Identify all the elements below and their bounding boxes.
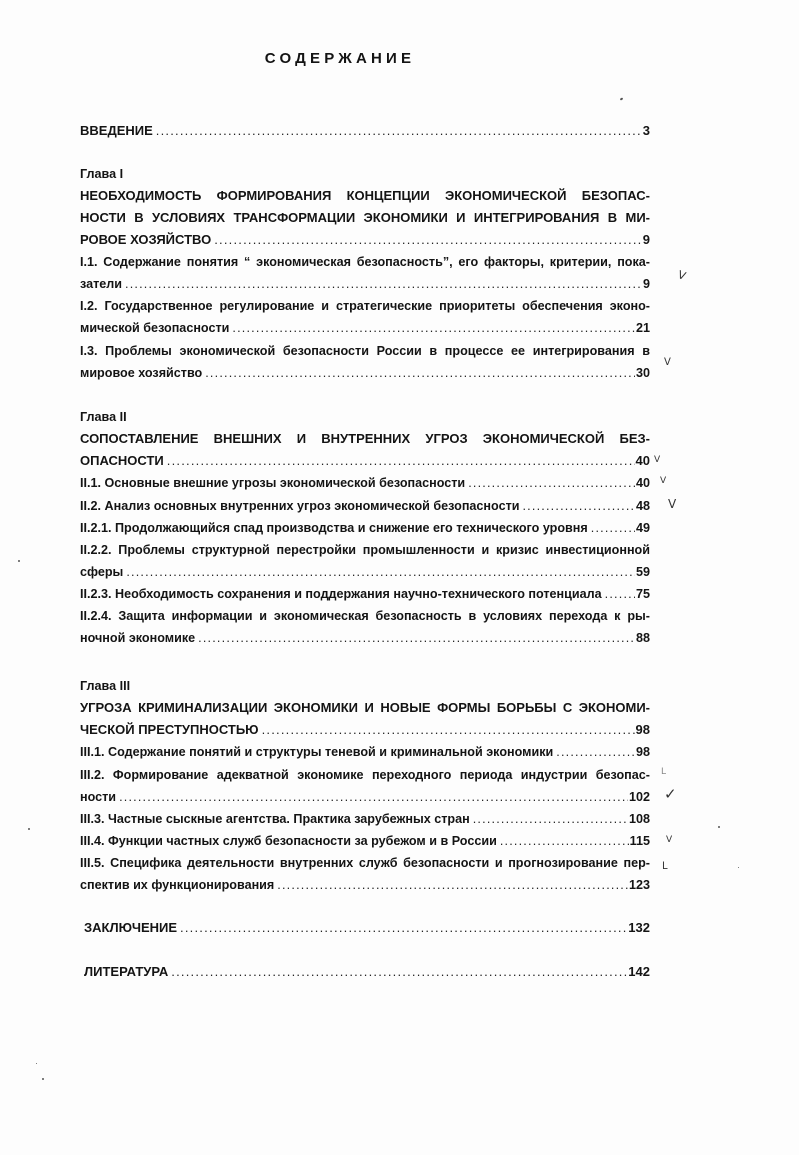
dot-leader <box>171 962 627 982</box>
dot-leader <box>500 831 629 851</box>
toc-page-number: 132 <box>628 920 650 935</box>
dot-leader <box>180 918 627 938</box>
dot-leader <box>167 451 635 471</box>
toc-entry-section-2-2-4[interactable] <box>80 628 650 648</box>
handwritten-tick-icon: ᐯ <box>676 268 688 283</box>
toc-page-number: 123 <box>628 878 650 892</box>
toc-entry-text: II.2.3. Необходимость сохранения и поддержания научно-технического потенциала <box>80 587 602 601</box>
toc-entry-text: РОВОЕ ХОЗЯЙСТВО <box>80 232 212 247</box>
toc-entry-introduction[interactable] <box>80 121 650 141</box>
toc-entry-text: III.4. Функции частных служб безопасности за рубежом и в России <box>80 834 497 848</box>
chapter-2-heading-line: СОПОСТАВЛЕНИЕ ВНЕШНИХ И ВНУТРЕННИХ УГРОЗ ЭКОНОМИЧЕСКОЙ БЕЗ- <box>80 431 650 446</box>
toc-entry-text: II.1. Основные внешние угрозы экономической безопасности <box>80 476 466 490</box>
section-2-2-4-line: II.2.4. Защита информации и экономическая безопасность в условиях перехода к ры- <box>80 609 650 623</box>
toc-entry-text: II.2. Анализ основных внутренних угроз экономической безопасности <box>80 499 520 513</box>
toc-entry-section-2-2-3[interactable] <box>80 584 650 604</box>
toc-entry-text: сферы <box>80 565 124 579</box>
toc-entry-section-3-5[interactable] <box>80 875 650 895</box>
handwritten-tick-icon: ᐯ <box>660 476 667 486</box>
toc-entry-text: ЗАКЛЮЧЕНИЕ <box>84 920 178 935</box>
toc-entry-chapter-1[interactable] <box>80 230 650 250</box>
toc-entry-text: ВВЕДЕНИЕ <box>80 123 153 138</box>
scan-speck <box>28 828 30 830</box>
toc-entry-section-1-1[interactable] <box>80 274 650 294</box>
dot-leader <box>473 809 628 829</box>
toc-entry-text: спектив их функционирования <box>80 878 275 892</box>
toc-entry-text: III.1. Содержание понятий и структуры теневой и криминальной экономики <box>80 745 554 759</box>
section-1-1-line: I.1. Содержание понятия “ экономическая безопасность”, его факторы, критерии, пока- <box>80 255 650 269</box>
chapter-2-label: Глава II <box>80 410 127 424</box>
page-title: СОДЕРЖАНИЕ <box>264 50 416 67</box>
scan-speck <box>18 560 20 562</box>
toc-entry-section-3-2[interactable] <box>80 787 650 807</box>
toc-page-number: 59 <box>635 565 650 579</box>
handwritten-hook-icon: ᒪ <box>661 767 667 777</box>
toc-entry-section-2-1[interactable] <box>80 473 650 493</box>
handwritten-hook-icon: ᒪ <box>662 861 668 872</box>
chapter-1-heading-line: НЕОБХОДИМОСТЬ ФОРМИРОВАНИЯ КОНЦЕПЦИИ ЭКОНОМИЧЕСКОЙ БЕЗОПАС- <box>80 188 650 203</box>
scan-speck <box>36 1063 37 1064</box>
toc-page-number: 9 <box>642 277 650 291</box>
toc-entry-text: II.2.1. Продолжающийся спад производства и снижение его технического уровня <box>80 521 588 535</box>
toc-entry-section-2-2-1[interactable] <box>80 518 650 538</box>
dot-leader <box>126 562 635 582</box>
dot-leader <box>214 230 642 250</box>
toc-entry-section-1-2[interactable] <box>80 318 650 338</box>
chapter-1-label: Глава I <box>80 167 124 181</box>
section-3-2-line: III.2. Формирование адекватной экономике переходного периода индустрии безопас- <box>80 768 650 782</box>
toc-page-number: 9 <box>642 232 650 247</box>
toc-page-number: 30 <box>635 366 650 380</box>
dot-leader <box>119 787 628 807</box>
dot-leader <box>262 720 635 740</box>
toc-entry-text: ОПАСНОСТИ <box>80 453 164 468</box>
scan-speck <box>42 1078 44 1080</box>
scan-speck <box>738 867 739 868</box>
dot-leader <box>125 274 642 294</box>
handwritten-tick-icon: ᐯ <box>666 835 673 845</box>
section-2-2-2-line: II.2.2. Проблемы структурной перестройки промышленности и кризис инвестиционной <box>80 543 650 557</box>
toc-entry-text: мической безопасности <box>80 321 230 335</box>
toc-page-number: 142 <box>628 964 650 979</box>
handwritten-tick-icon: ᐯ <box>668 497 677 511</box>
toc-entry-section-2-2-2[interactable] <box>80 562 650 582</box>
chapter-1-heading-line: НОСТИ В УСЛОВИЯХ ТРАНСФОРМАЦИИ ЭКОНОМИКИ И ИНТЕГРИРОВАНИЯ В МИ- <box>80 210 650 225</box>
toc-page-number: 40 <box>635 476 650 490</box>
toc-page-number: 48 <box>635 499 650 513</box>
toc-page-number: 108 <box>628 812 650 826</box>
toc-page-number: 40 <box>635 453 650 468</box>
dot-leader <box>522 496 635 516</box>
toc-entry-text: ЛИТЕРАТУРА <box>84 964 169 979</box>
toc-entry-text: затели <box>80 277 123 291</box>
handwritten-tick-icon: ᐯ <box>664 357 671 368</box>
dot-leader <box>156 121 642 141</box>
scan-speck <box>620 97 624 100</box>
handwritten-checkmark-icon: ✓ <box>664 785 677 803</box>
dot-leader <box>468 473 635 493</box>
toc-page-number: 98 <box>635 745 650 759</box>
chapter-3-heading-line: УГРОЗА КРИМИНАЛИЗАЦИИ ЭКОНОМИКИ И НОВЫЕ ФОРМЫ БОРЬБЫ С ЭКОНОМИ- <box>80 700 650 715</box>
toc-entry-section-3-1[interactable] <box>80 742 650 762</box>
toc-entry-text: ЧЕСКОЙ ПРЕСТУПНОСТЬЮ <box>80 722 259 737</box>
section-3-5-line: III.5. Специфика деятельности внутренних служб безопасности и прогнозирование пер- <box>80 856 650 870</box>
toc-entry-text: мировое хозяйство <box>80 366 203 380</box>
toc-entry-chapter-3[interactable] <box>80 720 650 740</box>
toc-page-number: 75 <box>635 587 650 601</box>
toc-entry-text: III.3. Частные сыскные агентства. Практика зарубежных стран <box>80 812 470 826</box>
dot-leader <box>605 584 635 604</box>
section-1-2-line: I.2. Государственное регулирование и стратегические приоритеты обеспечения эконо- <box>80 299 650 313</box>
dot-leader <box>277 875 628 895</box>
toc-entry-chapter-2[interactable] <box>80 451 650 471</box>
toc-entry-conclusion[interactable] <box>84 918 650 938</box>
chapter-3-label: Глава III <box>80 679 131 693</box>
toc-entry-section-3-3[interactable] <box>80 809 650 829</box>
toc-page-number: 49 <box>635 521 650 535</box>
scan-speck <box>718 826 720 828</box>
toc-entry-literature[interactable] <box>84 962 650 982</box>
toc-entry-section-3-4[interactable] <box>80 831 650 851</box>
toc-page-number: 3 <box>642 123 650 138</box>
dot-leader <box>591 518 635 538</box>
dot-leader <box>556 742 635 762</box>
dot-leader <box>205 363 635 383</box>
handwritten-tick-icon: ᐯ <box>654 455 661 465</box>
toc-page-number: 115 <box>629 834 650 848</box>
toc-page-number: 98 <box>635 722 650 737</box>
toc-entry-text: ности <box>80 790 117 804</box>
toc-entry-section-2-2[interactable] <box>80 496 650 516</box>
toc-page-number: 21 <box>635 321 650 335</box>
toc-entry-section-1-3[interactable] <box>80 363 650 383</box>
dot-leader <box>232 318 635 338</box>
toc-entry-text: ночной экономике <box>80 631 196 645</box>
toc-page-number: 88 <box>635 631 650 645</box>
dot-leader <box>198 628 635 648</box>
section-1-3-line: I.3. Проблемы экономической безопасности России в процессе ее интегрирования в <box>80 344 650 358</box>
toc-page-number: 102 <box>628 790 650 804</box>
